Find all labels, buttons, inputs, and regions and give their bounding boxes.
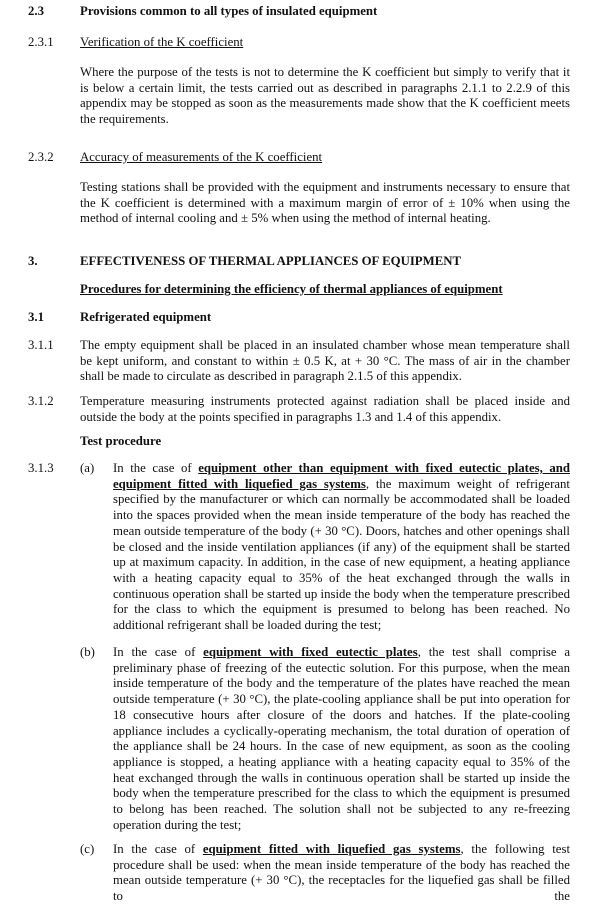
section-number: 3.1.1 [28, 338, 54, 352]
section-heading: EFFECTIVENESS OF THERMAL APPLIANCES OF EQUIPMENT [80, 254, 462, 268]
section-number: 2.3 [28, 4, 44, 18]
item-c-text: In the case of equipment fitted with liquefied gas systems, the following test procedure shall be used: when the mean inside temperature of the body has reached the mean outside temperature (+ 30 °C), the receptacles for the liquefied gas shall be filled to the [113, 842, 571, 904]
section-number: 3.1.3 [28, 461, 54, 475]
section-heading: Verification of the K coefficient [80, 35, 244, 49]
emphasis: equipment fitted with liquefied gas systems [202, 842, 461, 856]
section-heading: Provisions common to all types of insulated equipment [80, 4, 378, 18]
emphasis: equipment other than equipment with fixed eutectic plates, and equipment fitted with liquefied gas systems [113, 461, 570, 491]
item-b-text: In the case of equipment with fixed eutectic plates, the test shall comprise a preliminary phase of freezing of the eutectic solution. For this purpose, when the mean inside temperature of the body and the temperature of the plates have reached the mean outside temperature (+ 30 °C), the plate-cooling appliance shall be put into operation for 18 consecutive hours after closure of the doors and hatches. If the plate-cooling appliance includes a cyclically-operating mechanism, the total duration of operation of the appliance shall be 24 hours. In the case of new equipment, as soon as the cooling appliance is stopped, a heating appliance with a heating capacity equal to 35% of the heat exchanged through the walls in continuous operation shall be started up inside the body when the temperature prescribed for the class to which the equipment is presumed to belong has been reached. The solution shall not be subjected to any re-freezing operation during the test; [113, 645, 571, 832]
section-number: 2.3.2 [28, 150, 54, 164]
item-a-text: In the case of equipment other than equipment with fixed eutectic plates, and equipment fitted with liquefied gas systems, the maximum weight of refrigerant specified by the manufacturer or which can normally be accommodated shall be loaded into the spaces provided when the mean inside temperature of the body has reached the mean outside temperature of the body (+ 30 °C). Doors, hatches and other openings shall be closed and the inside ventilation appliances (if any) of the equipment shall be started up at maximum capacity. In addition, in the case of new equipment, a heating appliance with a heating capacity equal to 35% of the heat exchanged through the walls in continuous operation shall be started up inside the body when the temperature prescribed for the class to which the equipment is presumed to belong has been reached. No additional refrigerant shall be loaded during the test; [113, 461, 570, 633]
section-number: 3.1 [28, 310, 44, 324]
item-label-a: (a) [80, 461, 95, 475]
item-label-b: (b) [80, 645, 95, 659]
paragraph: Testing stations shall be provided with the equipment and instruments necessary to ensure that the K coefficient is determined with a maximum margin of error of ± 10% when using the method of internal cooling and ± 5% when using the method of internal heating. [80, 180, 570, 226]
paragraph: The empty equipment shall be placed in an insulated chamber whose mean temperature shall be kept uniform, and constant to within ± 0.5 K, at + 30 °C. The mass of air in the chamber shall be made to circulate as described in paragraph 2.1.5 of this appendix. [80, 338, 570, 384]
section-heading: Accuracy of measurements of the K coefficient [80, 150, 323, 164]
section-subtitle: Procedures for determining the efficiency of thermal appliances of equipment [80, 282, 503, 296]
section-number: 3.1.2 [28, 394, 54, 408]
paragraph: Where the purpose of the tests is not to determine the K coefficient but simply to verify that it is below a certain limit, the tests carried out as described in paragraphs 2.1.1 to 2.2.9 of this appendix may be stopped as soon as the measurements made show that the K coefficient meets the requirements. [80, 65, 570, 127]
item-label-c: (c) [80, 842, 95, 856]
emphasis: equipment with fixed eutectic plates [203, 645, 418, 659]
paragraph: Temperature measuring instruments protected against radiation shall be placed inside and outside the body at the points specified in paragraphs 1.3 and 1.4 of this appendix. [80, 394, 570, 424]
test-procedure-heading: Test procedure [80, 434, 162, 448]
section-number: 3. [28, 254, 38, 268]
section-number: 2.3.1 [28, 35, 54, 49]
section-heading: Refrigerated equipment [80, 310, 212, 324]
